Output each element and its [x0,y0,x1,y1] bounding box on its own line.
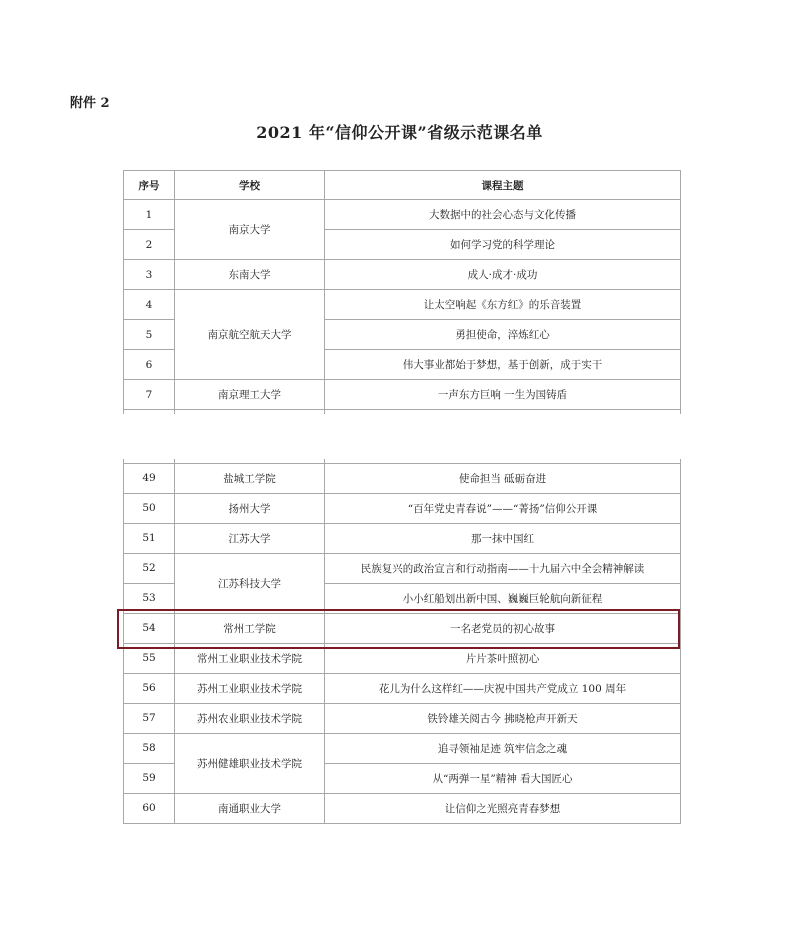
row-school: 盐城工学院 [175,463,325,493]
table-row [124,793,681,823]
table-row [124,380,681,410]
row-number: 50 [124,493,175,523]
row-topic: 那一抹中国红 [325,523,681,553]
row-topic: 让信仰之光照亮青春梦想 [325,793,681,823]
row-school: 苏州健雄职业技术学院 [175,733,325,793]
row-school: 常州工学院 [175,613,325,643]
row-number: 51 [124,523,175,553]
row-number: 6 [124,350,175,380]
table-row [124,703,681,733]
row-school: 南通职业大学 [175,793,325,823]
row-school: 常州工业职业技术学院 [175,643,325,673]
row-number: 2 [124,230,175,260]
header-school: 学校 [175,171,325,200]
header-topic: 课程主题 [325,171,681,200]
table-row-highlighted [124,613,681,643]
row-number: 55 [124,643,175,673]
table-row [124,463,681,493]
row-topic: 从“两弹一星”精神 看大国匠心 [325,763,681,793]
row-topic: 片片茶叶照初心 [325,643,681,673]
table-row [124,643,681,673]
document-title: 2021 年“信仰公开课”省级示范课名单 [256,123,543,142]
row-school: 扬州大学 [175,493,325,523]
row-number: 56 [124,673,175,703]
row-number: 52 [124,553,175,583]
row-topic: 铁铃雄关阅古今 拂晓枪声开新天 [325,703,681,733]
row-school: 东南大学 [175,260,325,290]
row-school: 苏州工业职业技术学院 [175,673,325,703]
course-table-top [123,170,681,414]
row-topic: 使命担当 砥砺奋进 [325,463,681,493]
row-school: 苏州农业职业技术学院 [175,703,325,733]
row-topic: “百年党史青春说”——“菁扬”信仰公开课 [325,493,681,523]
row-topic: 勇担使命，淬炼红心 [325,320,681,350]
table-row [124,523,681,553]
table-row [124,200,681,230]
row-topic: 民族复兴的政治宣言和行动指南——十九届六中全会精神解读 [325,553,681,583]
row-school: 江苏科技大学 [175,553,325,613]
row-number: 57 [124,703,175,733]
row-topic: 让太空响起《东方红》的乐音装置 [325,290,681,320]
table-row [124,290,681,320]
row-number: 7 [124,380,175,410]
table-row [124,553,681,583]
attachment-label: 附件 2 [70,96,110,111]
row-topic: 小小红船划出新中国、巍巍巨轮航向新征程 [325,583,681,613]
table-header-row [124,171,681,200]
row-number: 53 [124,583,175,613]
row-number: 49 [124,463,175,493]
row-number: 3 [124,260,175,290]
row-school: 江苏大学 [175,523,325,553]
row-number: 4 [124,290,175,320]
row-number: 59 [124,763,175,793]
table-continuation-stub [124,410,681,414]
course-table-bottom [123,459,681,824]
table-row [124,673,681,703]
row-topic: 如何学习党的科学理论 [325,230,681,260]
table-row [124,493,681,523]
row-number: 1 [124,200,175,230]
row-number: 5 [124,320,175,350]
row-number: 58 [124,733,175,763]
row-school: 南京航空航天大学 [175,290,325,380]
row-school: 南京大学 [175,200,325,260]
row-topic: 成人·成才·成功 [325,260,681,290]
row-topic: 追寻领袖足迹 筑牢信念之魂 [325,733,681,763]
header-number: 序号 [124,171,175,200]
row-school: 南京理工大学 [175,380,325,410]
row-number: 54 [124,613,175,643]
row-topic: 伟大事业都始于梦想，基于创新，成于实干 [325,350,681,380]
row-number: 60 [124,793,175,823]
row-topic: 一声东方巨响 一生为国铸盾 [325,380,681,410]
row-topic: 大数据中的社会心态与文化传播 [325,200,681,230]
table-row [124,733,681,763]
row-topic: 一名老党员的初心故事 [325,613,681,643]
row-topic: 花儿为什么这样红——庆祝中国共产党成立 100 周年 [325,673,681,703]
table-row [124,260,681,290]
